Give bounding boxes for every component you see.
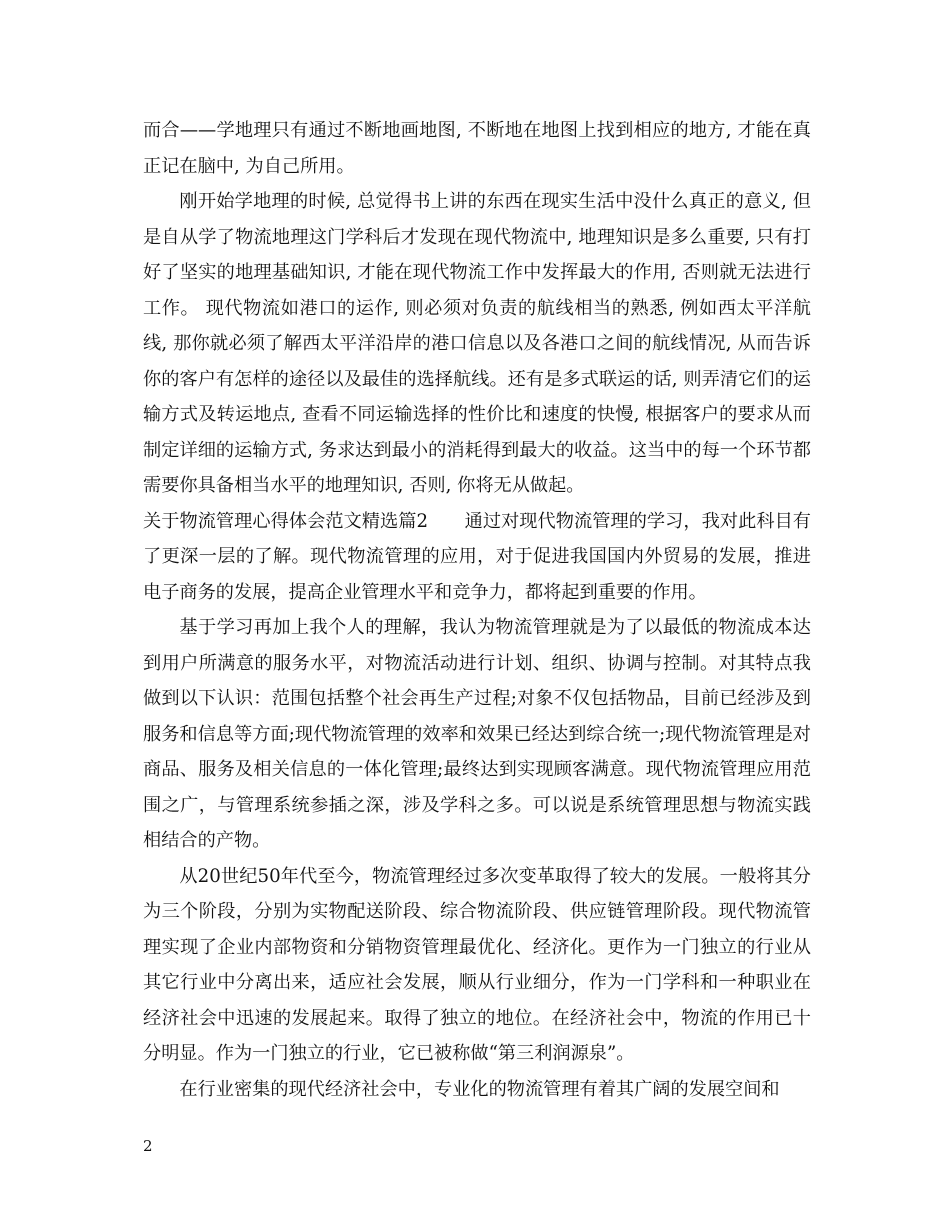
paragraph-6: 在行业密集的现代经济社会中，专业化的物流管理有着其广阔的发展空间和 bbox=[179, 1078, 780, 1100]
paragraph-5: 从20世纪50年代至今，物流管理经过多次变革取得了较大的发展。一般将其分为三个阶段，分别为实物配送阶段、综合物流阶段、供应链管理阶段。现代物流管理实现了企业内部物资和分销物资管理最优化、经济化。更作为一门独立的行业从其它行业中分离出来，适应社会发展，顺从行业细分，作为一门学科和一种职业在经济社会中迅速的发展起来。取得了独立的地位。在经济社会中，物流的作用已十分明显。作为一门独立的行业，它已被称做“第三利润源泉”。 bbox=[143, 865, 811, 1064]
paragraph-3: 关于物流管理心得体会范文精选篇2 通过对现代物流管理的学习，我对此科目有了更深一层的了解。现代物流管理的应用，对于促进我国国内外贸易的发展，推进电子商务的发展，提高企业管理水平和竞争力，都将起到重要的作用。 bbox=[143, 510, 811, 603]
paragraph-1: 而合——学地理只有通过不断地画地图, 不断地在地图上找到相应的地方, 才能在真正记在脑中, 为自己所用。 bbox=[143, 120, 811, 177]
paragraph-4: 基于学习再加上我个人的理解，我认为物流管理就是为了以最低的物流成本达到用户所满意的服务水平，对物流活动进行计划、组织、协调与控制。对其特点我做到以下认识：范围包括整个社会再生产过程;对象不仅包括物品，目前已经涉及到服务和信息等方面;现代物流管理的效率和效果已经达到综合统一;现代物流管理是对商品、服务及相关信息的一体化管理;最终达到实现顾客满意。现代物流管理应用范围之广，与管理系统参插之深，涉及学科之多。可以说是系统管理思想与物流实践相结合的产物。 bbox=[143, 617, 811, 851]
document-body bbox=[143, 113, 811, 1107]
paragraph-2: 刚开始学地理的时候, 总觉得书上讲的东西在现实生活中没什么真正的意义, 但是自从学了物流地理这门学科后才发现在现代物流中, 地理知识是多么重要, 只有打好了坚实的地理基础知识, 才能在现代物流工作中发挥最大的作用, 否则就无法进行工作。 现代物流如港口的运作, 则必须对负责的航线相当的熟悉, 例如西太平洋航线, 那你就必须了解西太平洋沿岸的港口信息以及各港口之间的航线情况, 从而告诉你的客户有怎样的途径以及最佳的选择航线。还有是多式联运的话, 则弄清它们的运输方式及转运地点, 查看不同运输选择的性价比和速度的快慢, 根据客户的要求从而制定详细的运输方式, 务求达到最小的消耗得到最大的收益。这当中的每一个环节都需要你具备相当水平的地理知识, 否则, 你将无从做起。 bbox=[143, 191, 811, 496]
page-number: 2 bbox=[143, 1137, 153, 1155]
